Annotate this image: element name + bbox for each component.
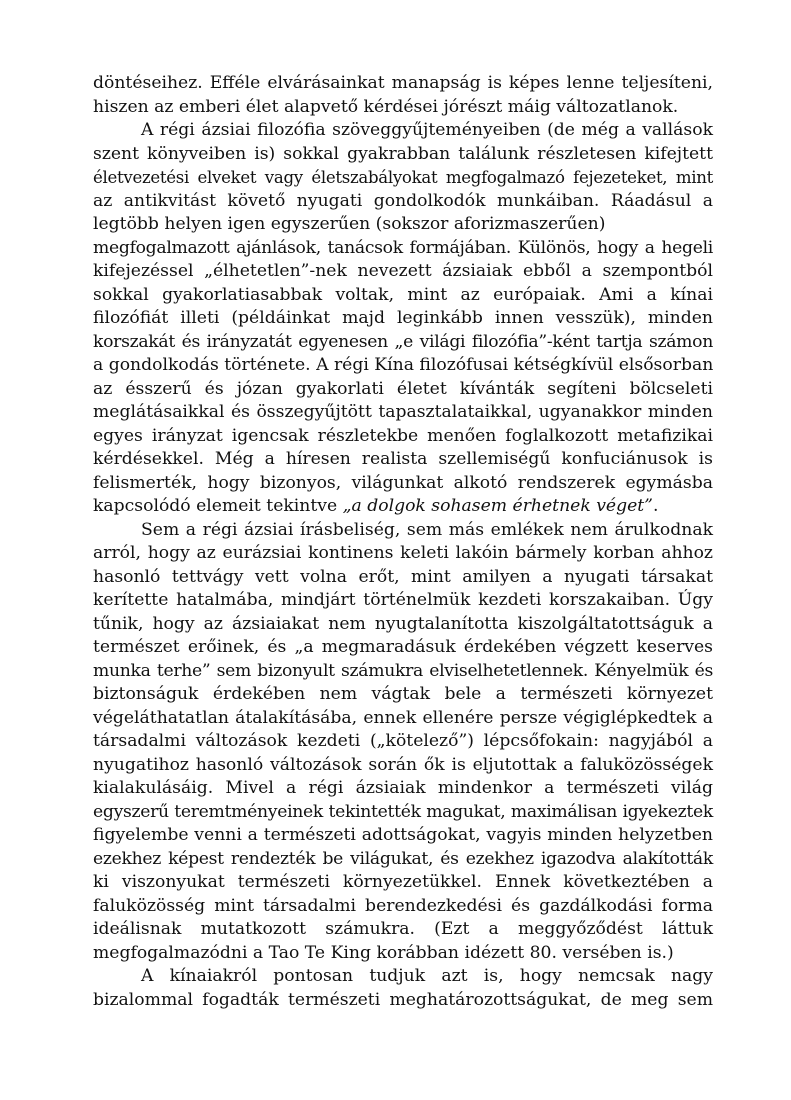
- text-line: [93, 119, 713, 143]
- line-text: kerítette hatalmába, mindjárt történelmük kezdeti korszakaiban. Úgy: [93, 590, 713, 610]
- text-line: [93, 707, 713, 731]
- text-line: [93, 589, 713, 613]
- line-tail: .: [652, 496, 659, 516]
- text-line: [93, 730, 713, 754]
- line-text: egyszerű teremtményeinek tekintették magukat, maximálisan igyekeztek: [93, 801, 713, 822]
- line-text: egyes irányzat igencsak részletekbe menően foglalkozott metafizikai: [93, 425, 713, 446]
- text-line: [93, 213, 713, 237]
- text-line: [93, 824, 713, 848]
- line-text: megfogalmazódni a Tao Te King korábban idézett 80. versében is.): [93, 942, 674, 963]
- text-line: [93, 472, 713, 496]
- line-text: figyelembe venni a természeti adottságokat, vagyis minden helyzetben: [93, 825, 713, 845]
- line-text: az antikvitást követő nyugati gondolkodók munkáiban. Ráadásul a: [93, 190, 713, 211]
- line-text: kifejezéssel „élhetetlen”-nek nevezett ázsiaiak ebből a szempontból: [93, 261, 713, 281]
- quote-italic: „a dolgok sohasem érhetnek véget”: [342, 496, 653, 516]
- text-line: [93, 96, 713, 120]
- line-text: filozófiát illeti (példáinkat majd leginkább innen vesszük), minden: [93, 308, 713, 328]
- text-line: [93, 519, 713, 543]
- text-line: [93, 989, 713, 1013]
- line-text: kialakulásáig. Mivel a régi ázsiaiak mindenkor a természeti világ: [93, 778, 713, 798]
- text-line: [93, 660, 713, 684]
- text-line: [93, 636, 713, 660]
- text-line: [93, 848, 713, 872]
- line-text: Sem a régi ázsiai írásbeliség, sem más emlékek nem árulkodnak: [141, 519, 713, 540]
- text-line: [93, 801, 713, 825]
- line-text: meglátásaikkal és összegyűjtött tapasztalataikkal, ugyanakkor minden: [93, 402, 713, 422]
- line-text: megfogalmazott ajánlások, tanácsok formájában. Különös, hogy a hegeli: [93, 237, 713, 258]
- text-line: [93, 542, 713, 566]
- line-text: hasonló tettvágy vett volna erőt, mint amilyen a nyugati társakat: [93, 566, 713, 587]
- text-line: [93, 425, 713, 449]
- text-line: [93, 777, 713, 801]
- line-text: ezekhez képest rendezték be világukat, és ezekhez igazodva alakították: [93, 848, 713, 869]
- text-line: [93, 918, 713, 942]
- line-text: nyugatihoz hasonló változások során ők is eljutottak a faluközösségek: [93, 754, 713, 775]
- text-line: [93, 754, 713, 778]
- line-text: az ésszerű és józan gyakorlati életet kívánták segíteni bölcseleti: [93, 378, 713, 399]
- line-text: természet erőinek, és „a megmaradásuk érdekében végzett keserves: [93, 637, 713, 657]
- line-text: faluközösség mint társadalmi berendezkedési és gazdálkodási forma: [93, 895, 713, 916]
- line-text: szent könyveiben is) sokkal gyakrabban találunk részletesen kifejtett: [93, 143, 713, 164]
- line-text: korszakát és irányzatát egyenesen „e világi filozófia”-ként tartja számon: [93, 331, 713, 352]
- text-line: [93, 378, 713, 402]
- text-line: [93, 72, 713, 96]
- document-page: [93, 72, 713, 1012]
- line-text: ideálisnak mutatkozott számukra. (Ezt a meggyőződést láttuk: [93, 919, 713, 939]
- line-text: legtöbb helyen igen egyszerűen (sokszor aforizmaszerűen): [93, 214, 606, 234]
- line-text: döntéseihez. Efféle elvárásainkat manapság is képes lenne teljesíteni,: [93, 73, 713, 93]
- text-line: [93, 965, 713, 989]
- text-line: [93, 613, 713, 637]
- text-line: [93, 190, 713, 214]
- line-text: kapcsolódó elemeit tekintve: [93, 496, 343, 516]
- text-line: [93, 260, 713, 284]
- text-line: [93, 448, 713, 472]
- text-line: [93, 354, 713, 378]
- text-line: [93, 895, 713, 919]
- line-text: hiszen az emberi élet alapvető kérdései jórészt máig változatlanok.: [93, 96, 679, 117]
- line-text: sokkal gyakorlatiasabbak voltak, mint az európaiak. Ami a kínai: [93, 284, 713, 305]
- line-text: munka terhe” sem bizonyult számukra elviselhetetlennek. Kényelmük és: [93, 660, 713, 681]
- text-line: [93, 495, 713, 519]
- text-line: [93, 307, 713, 331]
- line-text: társadalmi változások kezdeti („kötelező”) lépcsőfokain: nagyjából a: [93, 731, 713, 751]
- text-line: [93, 237, 713, 261]
- line-text: bizalommal fogadták természeti meghatározottságukat, de meg sem: [93, 989, 713, 1010]
- line-text: felismerték, hogy bizonyos, világunkat alkotó rendszerek egymásba: [93, 472, 713, 493]
- text-line: [93, 871, 713, 895]
- text-line: [93, 683, 713, 707]
- text-line: [93, 942, 713, 966]
- line-text: arról, hogy az eurázsiai kontinens keleti lakóin bármely korban ahhoz: [93, 543, 713, 563]
- text-line: [93, 566, 713, 590]
- line-text: A régi ázsiai filozófia szöveggyűjteményeiben (de még a vallások: [141, 120, 713, 140]
- line-text: ki viszonyukat természeti környezetükkel. Ennek következtében a: [93, 872, 713, 892]
- text-line: [93, 401, 713, 425]
- line-text: A kínaiakról pontosan tudjuk azt is, hogy nemcsak nagy: [141, 966, 713, 986]
- text-line: [93, 143, 713, 167]
- line-text: életvezetési elveket vagy életszabályokat megfogalmazó fejezeteket, mint: [93, 168, 713, 187]
- text-line: [93, 331, 713, 355]
- line-text: kérdésekkel. Még a híresen realista szellemiségű konfuciánusok is: [93, 449, 713, 469]
- text-line: [93, 166, 713, 190]
- line-text: biztonságuk érdekében nem vágtak bele a természeti környezet: [93, 684, 713, 704]
- line-text: végeláthatatlan átalakításába, ennek ellenére persze végiglépkedtek a: [93, 707, 713, 728]
- line-text: tűnik, hogy az ázsiaiakat nem nyugtalanította kiszolgáltatottságuk a: [93, 613, 713, 634]
- line-text: a gondolkodás története. A régi Kína filozófusai kétségkívül elsősorban: [93, 355, 714, 375]
- text-line: [93, 284, 713, 308]
